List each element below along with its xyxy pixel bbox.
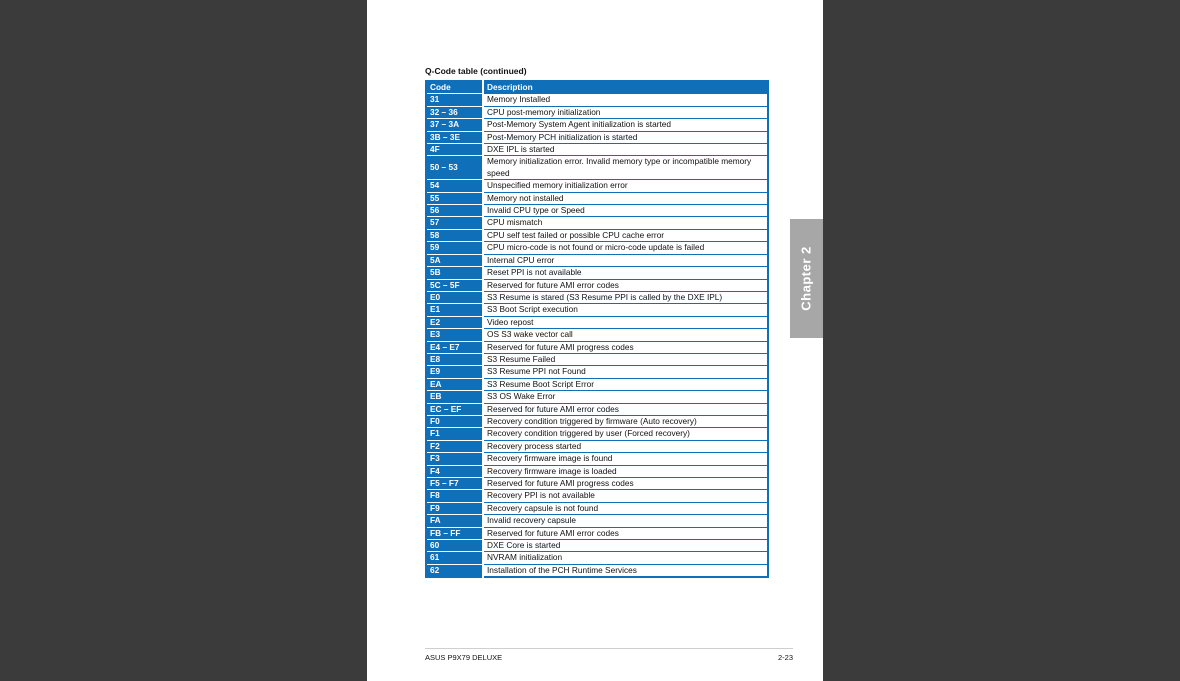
table-header-row <box>426 81 768 94</box>
table-row <box>426 552 768 564</box>
qcode-table <box>425 80 769 578</box>
qcode-cell: 61 <box>426 552 483 564</box>
qcode-cell: F2 <box>426 440 483 452</box>
table-row <box>426 391 768 403</box>
description-cell: Memory initialization error. Invalid memory type or incompatible memory speed <box>483 156 768 180</box>
table-row <box>426 502 768 514</box>
table-row <box>426 94 768 106</box>
description-cell: Reset PPI is not available <box>483 267 768 279</box>
document-page <box>367 0 823 681</box>
qcode-cell: 37 – 3A <box>426 119 483 131</box>
description-cell: S3 Resume Boot Script Error <box>483 378 768 390</box>
qcode-cell: 54 <box>426 180 483 192</box>
table-row <box>426 440 768 452</box>
description-cell: S3 OS Wake Error <box>483 391 768 403</box>
table-row <box>426 267 768 279</box>
qcode-cell: 57 <box>426 217 483 229</box>
table-row <box>426 453 768 465</box>
description-cell: DXE IPL is started <box>483 144 768 156</box>
table-row <box>426 378 768 390</box>
qcode-cell: E0 <box>426 291 483 303</box>
description-cell: Invalid CPU type or Speed <box>483 205 768 217</box>
description-cell: OS S3 wake vector call <box>483 329 768 341</box>
table-row <box>426 329 768 341</box>
description-cell: CPU mismatch <box>483 217 768 229</box>
table-row <box>426 415 768 427</box>
chapter-tab-label: Chapter 2 <box>799 246 814 311</box>
qcode-cell: 59 <box>426 242 483 254</box>
qcode-cell: 56 <box>426 205 483 217</box>
column-header-code: Code <box>426 81 483 94</box>
qcode-cell: F8 <box>426 490 483 502</box>
table-row <box>426 366 768 378</box>
table-row <box>426 254 768 266</box>
table-row <box>426 279 768 291</box>
description-cell: Recovery PPI is not available <box>483 490 768 502</box>
qcode-cell: E1 <box>426 304 483 316</box>
description-cell: S3 Resume PPI not Found <box>483 366 768 378</box>
description-cell: Invalid recovery capsule <box>483 515 768 527</box>
description-cell: S3 Resume is stared (S3 Resume PPI is called by the DXE IPL) <box>483 291 768 303</box>
table-row <box>426 106 768 118</box>
table-title: Q-Code table (continued) <box>425 66 527 76</box>
description-cell: Post-Memory System Agent initialization is started <box>483 119 768 131</box>
qcode-cell: 5C – 5F <box>426 279 483 291</box>
qcode-cell: F5 – F7 <box>426 478 483 490</box>
qcode-cell: 31 <box>426 94 483 106</box>
qcode-cell: F0 <box>426 415 483 427</box>
qcode-cell: FA <box>426 515 483 527</box>
qcode-cell: E8 <box>426 353 483 365</box>
qcode-cell: FB – FF <box>426 527 483 539</box>
qcode-cell: F9 <box>426 502 483 514</box>
description-cell: CPU micro-code is not found or micro-code update is failed <box>483 242 768 254</box>
table-row <box>426 478 768 490</box>
table-body <box>426 94 768 577</box>
description-cell: Internal CPU error <box>483 254 768 266</box>
description-cell: Memory Installed <box>483 94 768 106</box>
table-row <box>426 144 768 156</box>
qcode-cell: E3 <box>426 329 483 341</box>
table-row <box>426 291 768 303</box>
qcode-cell: F3 <box>426 453 483 465</box>
description-cell: Video repost <box>483 316 768 328</box>
qcode-cell: 5B <box>426 267 483 279</box>
description-cell: Reserved for future AMI error codes <box>483 403 768 415</box>
description-cell: CPU self test failed or possible CPU cache error <box>483 229 768 241</box>
description-cell: Unspecified memory initialization error <box>483 180 768 192</box>
footer-divider <box>425 648 793 649</box>
table-row <box>426 540 768 552</box>
table-row <box>426 131 768 143</box>
qcode-cell: E2 <box>426 316 483 328</box>
qcode-cell: EC – EF <box>426 403 483 415</box>
qcode-cell: E9 <box>426 366 483 378</box>
qcode-cell: 3B – 3E <box>426 131 483 143</box>
description-cell: Recovery capsule is not found <box>483 502 768 514</box>
description-cell: CPU post-memory initialization <box>483 106 768 118</box>
qcode-cell: EB <box>426 391 483 403</box>
table-row <box>426 428 768 440</box>
table-row <box>426 527 768 539</box>
chapter-tab[interactable] <box>790 219 823 338</box>
table-row <box>426 316 768 328</box>
qcode-cell: E4 – E7 <box>426 341 483 353</box>
description-cell: Reserved for future AMI progress codes <box>483 341 768 353</box>
description-cell: Recovery firmware image is found <box>483 453 768 465</box>
qcode-cell: 58 <box>426 229 483 241</box>
table-row <box>426 304 768 316</box>
table-row <box>426 490 768 502</box>
description-cell: DXE Core is started <box>483 540 768 552</box>
description-cell: Post-Memory PCH initialization is started <box>483 131 768 143</box>
qcode-cell: 5A <box>426 254 483 266</box>
qcode-cell: 32 – 36 <box>426 106 483 118</box>
qcode-cell: 4F <box>426 144 483 156</box>
table-row <box>426 353 768 365</box>
qcode-cell: 50 – 53 <box>426 156 483 180</box>
table-row <box>426 403 768 415</box>
description-cell: Reserved for future AMI error codes <box>483 279 768 291</box>
description-cell: Reserved for future AMI progress codes <box>483 478 768 490</box>
description-cell: Recovery condition triggered by user (Forced recovery) <box>483 428 768 440</box>
table-row <box>426 465 768 477</box>
table-row <box>426 217 768 229</box>
table-row <box>426 564 768 577</box>
column-header-description: Description <box>483 81 768 94</box>
description-cell: NVRAM initialization <box>483 552 768 564</box>
description-cell: Recovery process started <box>483 440 768 452</box>
qcode-cell: F4 <box>426 465 483 477</box>
table-row <box>426 119 768 131</box>
table-row <box>426 229 768 241</box>
table-row <box>426 205 768 217</box>
description-cell: Installation of the PCH Runtime Services <box>483 564 768 577</box>
qcode-cell: EA <box>426 378 483 390</box>
qcode-cell: F1 <box>426 428 483 440</box>
description-cell: Recovery condition triggered by firmware (Auto recovery) <box>483 415 768 427</box>
description-cell: Recovery firmware image is loaded <box>483 465 768 477</box>
qcode-cell: 55 <box>426 192 483 204</box>
footer-product-name: ASUS P9X79 DELUXE <box>425 653 503 662</box>
table-row <box>426 242 768 254</box>
description-cell: Memory not installed <box>483 192 768 204</box>
table-row <box>426 515 768 527</box>
qcode-cell: 60 <box>426 540 483 552</box>
table-row <box>426 156 768 180</box>
description-cell: Reserved for future AMI error codes <box>483 527 768 539</box>
table-row <box>426 341 768 353</box>
description-cell: S3 Resume Failed <box>483 353 768 365</box>
qcode-cell: 62 <box>426 564 483 577</box>
footer-page-number: 2-23 <box>777 653 793 662</box>
table-row <box>426 192 768 204</box>
table-row <box>426 180 768 192</box>
description-cell: S3 Boot Script execution <box>483 304 768 316</box>
